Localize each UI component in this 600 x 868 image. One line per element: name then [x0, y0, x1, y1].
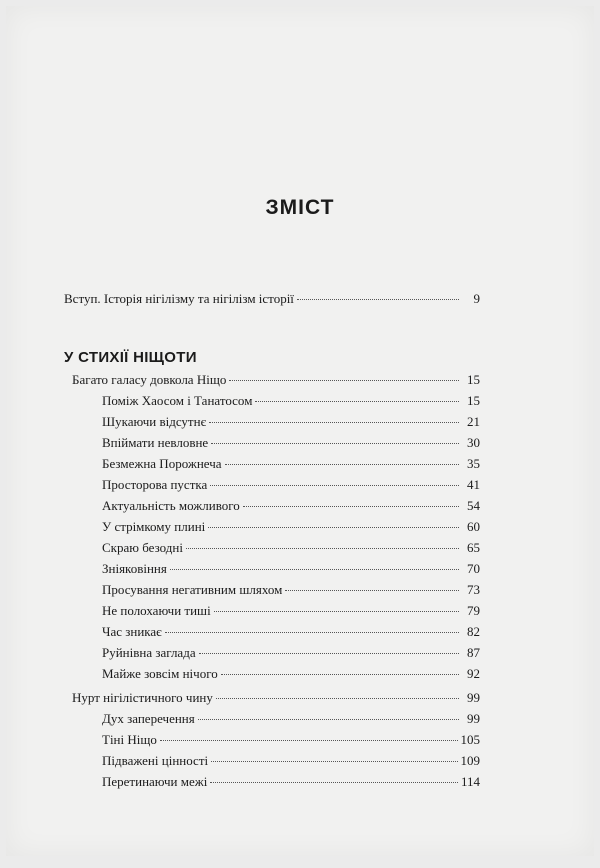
toc-entry-page: 87 — [467, 645, 480, 660]
toc-entry-page: 109 — [460, 753, 480, 768]
dot-leader — [243, 506, 459, 507]
toc-entry-label: Нурт нігілістичного чину — [72, 690, 213, 705]
toc-entry-label: У стрімкому плині — [102, 519, 206, 534]
dot-leader — [297, 299, 459, 300]
toc-entry-label: Впіймати невловне — [102, 435, 209, 450]
toc-entry-page: 99 — [467, 690, 480, 705]
dot-leader — [214, 611, 459, 612]
toc-entry-label: Актуальність можливого — [102, 498, 240, 513]
toc-entry-label: Вступ. Історія нігілізму та нігілізм історії — [64, 291, 294, 306]
toc-entry-label: Зніяковіння — [102, 561, 167, 576]
toc-subsection[interactable] — [102, 498, 480, 514]
toc-entry-label: Багато галасу довкола Ніщо — [72, 372, 227, 387]
toc-chapter[interactable] — [72, 372, 480, 388]
toc-entry-intro[interactable] — [64, 291, 480, 307]
toc-entry-label: Не полохаючи тиші — [102, 603, 211, 618]
toc-entry-label: Скраю безодні — [102, 540, 183, 555]
toc-entry-page: 21 — [467, 414, 480, 429]
toc-subsection[interactable] — [102, 732, 480, 748]
toc-subsection[interactable] — [102, 582, 480, 598]
toc-entry-label: Тіні Ніщо — [102, 732, 157, 747]
dot-leader — [211, 443, 459, 444]
dot-leader — [198, 719, 459, 720]
toc-entry-page: 105 — [460, 732, 480, 747]
toc-subsection[interactable] — [102, 414, 480, 430]
toc-entry-page: 79 — [467, 603, 480, 618]
toc-subsection[interactable] — [102, 603, 480, 619]
toc-subsection[interactable] — [102, 753, 480, 769]
toc-chapter[interactable] — [72, 690, 480, 706]
toc-subsection[interactable] — [102, 519, 480, 535]
dot-leader — [285, 590, 459, 591]
toc-entry-page: 35 — [467, 456, 480, 471]
toc-entry-page: 60 — [467, 519, 480, 534]
toc-entry-page: 15 — [467, 372, 480, 387]
dot-leader — [210, 782, 458, 783]
toc-entry-page: 70 — [467, 561, 480, 576]
dot-leader — [170, 569, 459, 570]
toc-subsection[interactable] — [102, 666, 480, 682]
toc-entry-label: Поміж Хаосом і Танатосом — [102, 393, 253, 408]
dot-leader — [160, 740, 458, 741]
dot-leader — [229, 380, 459, 381]
dot-leader — [221, 674, 459, 675]
toc-entry-page: 65 — [467, 540, 480, 555]
dot-leader — [210, 485, 459, 486]
toc-entry-page: 54 — [467, 498, 480, 513]
dot-leader — [209, 422, 459, 423]
toc-entry-label: Руйнівна заглада — [102, 645, 196, 660]
toc-subsection[interactable] — [102, 456, 480, 472]
toc-entry-label: Майже зовсім нічого — [102, 666, 218, 681]
dot-leader — [255, 401, 459, 402]
toc-subsection[interactable] — [102, 645, 480, 661]
dot-leader — [225, 464, 459, 465]
dot-leader — [208, 527, 459, 528]
section-heading: У СТИХІЇ НІЩОТИ — [64, 349, 197, 366]
toc-entry-page: 41 — [467, 477, 480, 492]
toc-entry-page: 30 — [467, 435, 480, 450]
toc-title: ЗМІСТ — [265, 196, 335, 219]
toc-entry-label: Дух заперечення — [102, 711, 195, 726]
toc-subsection[interactable] — [102, 393, 480, 409]
toc-entry-page: 92 — [467, 666, 480, 681]
toc-entry-page: 114 — [460, 774, 480, 789]
dot-leader — [199, 653, 459, 654]
dot-leader — [165, 632, 459, 633]
toc-entry-label: Перетинаючи межі — [102, 774, 208, 789]
dot-leader — [211, 761, 457, 762]
dot-leader — [216, 698, 459, 699]
toc-entry-page: 73 — [467, 582, 480, 597]
toc-entry-label: Час зникає — [102, 624, 162, 639]
toc-entry-label: Шукаючи відсутнє — [102, 414, 207, 429]
toc-subsection[interactable] — [102, 624, 480, 640]
toc-entry-label: Безмежна Порожнеча — [102, 456, 222, 471]
toc-subsection[interactable] — [102, 477, 480, 493]
toc-subsection[interactable] — [102, 774, 480, 790]
toc-subsection[interactable] — [102, 435, 480, 451]
toc-entry-page: 9 — [473, 291, 480, 306]
toc-entry-label: Просторова пустка — [102, 477, 208, 492]
toc-subsection[interactable] — [102, 540, 480, 556]
toc-entry-page: 82 — [467, 624, 480, 639]
book-page — [6, 6, 594, 856]
toc-subsection[interactable] — [102, 711, 480, 727]
toc-entry-page: 99 — [467, 711, 480, 726]
toc-entry-label: Просування негативним шляхом — [102, 582, 283, 597]
toc-entry-page: 15 — [467, 393, 480, 408]
toc-entry-label: Підважені цінності — [102, 753, 209, 768]
dot-leader — [186, 548, 459, 549]
toc-subsection[interactable] — [102, 561, 480, 577]
